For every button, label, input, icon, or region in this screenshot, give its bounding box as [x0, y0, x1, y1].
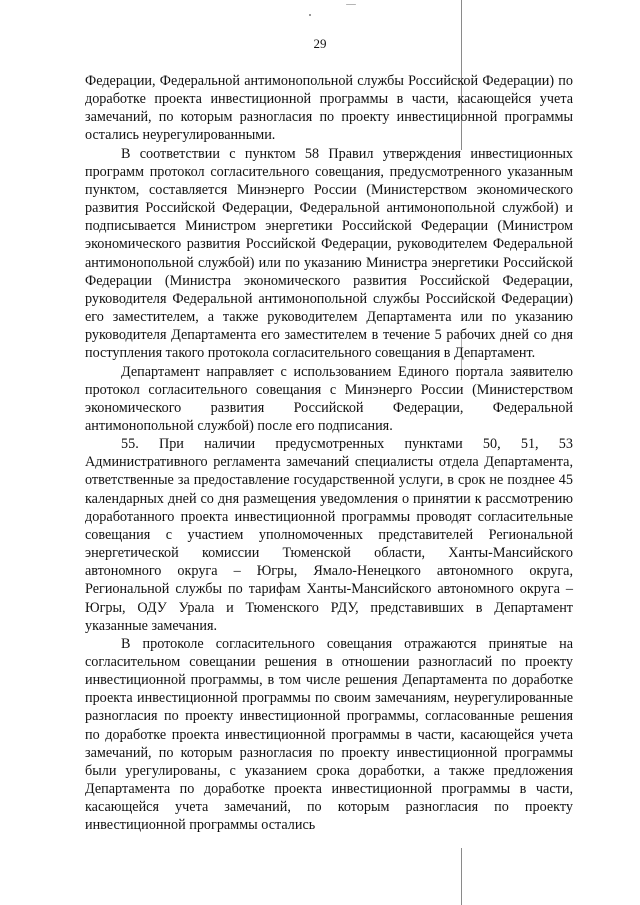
scan-speck	[309, 14, 311, 16]
paragraph-continuation: Федерации, Федеральной антимонопольной службы Российской Федерации) по доработке проекта инвестиционной программы в части, касающейся учета замечаний, по которым разногласия по проекту инвестиционной программы остались неурегулированными.	[85, 73, 573, 144]
paragraph: В соответствии с пунктом 58 Правил утверждения инвестиционных программ протокол согласительного совещания, предусмотренного указанным пунктом, составляется Минэнерго России (Министерством экономического развития Российской Федерации, Федеральной антимонопольной службой) и подписывается Министром энергетики Российской Федерации (Министром экономического развития Российской Федерации, руководителем Федеральной антимонопольной службой) или по указанию Министра энергетики Российской Федерации (Министра экономического развития Российской Федерации, руководителя Федеральной антимонопольной службы Российской Федерации) его заместителем, а также руководителем Департамента или по указанию руководителя Департамента его заместителем в течение 5 рабочих дней со дня поступления такого протокола согласительного совещания в Департамент.	[85, 145, 573, 362]
paragraph: В протоколе согласительного совещания отражаются принятые на согласительном совещании решения в отношении разногласий по проекту инвестиционной программы, в том числе решения Департамента по доработке проекта инвестиционной программы по своим замечаниям, неурегулированные разногласия по проекту инвестиционной программы, согласованные решения по доработке проекта инвестиционной программы в части, касающейся учета замечаний, по которым разногласия по проекту инвестиционной программы были урегулированы, с указанием срока доработки, а также предложения Департамента по доработке проекта инвестиционной программы в части, касающейся учета замечаний, по которым разногласия по проекту инвестиционной программы остались	[85, 635, 573, 834]
body-text	[85, 72, 573, 835]
paragraph: Департамент направляет с использованием Единого портала заявителю протокол согласительного совещания с Минэнерго России (Министерством экономического развития Российской Федерации, Федеральной антимонопольной службой) после его подписания.	[85, 363, 573, 434]
binding-line-bottom	[461, 848, 462, 905]
paragraph-clause-55: 55. При наличии предусмотренных пунктами 50, 51, 53 Административного регламента замечаний специалисты отдела Департамента, ответственные за предоставление государственной услуги, в срок не позднее 45 календарных дней со дня размещения уведомления о принятии к рассмотрению доработанного проекта инвестиционной программы проводят согласительные совещания с участием уполномоченных представителей Региональной энергетической комиссии Тюменской области, Ханты-Мансийского автономного округа – Югры, Ямало-Ненецкого автономного округа, Региональной службы по тарифам Ханты-Мансийского автономного округа – Югры, ОДУ Урала и Тюменского РДУ, представивших в Департамент указанные замечания.	[85, 436, 573, 634]
scan-speck	[346, 4, 356, 5]
page-number: 29	[313, 36, 327, 51]
